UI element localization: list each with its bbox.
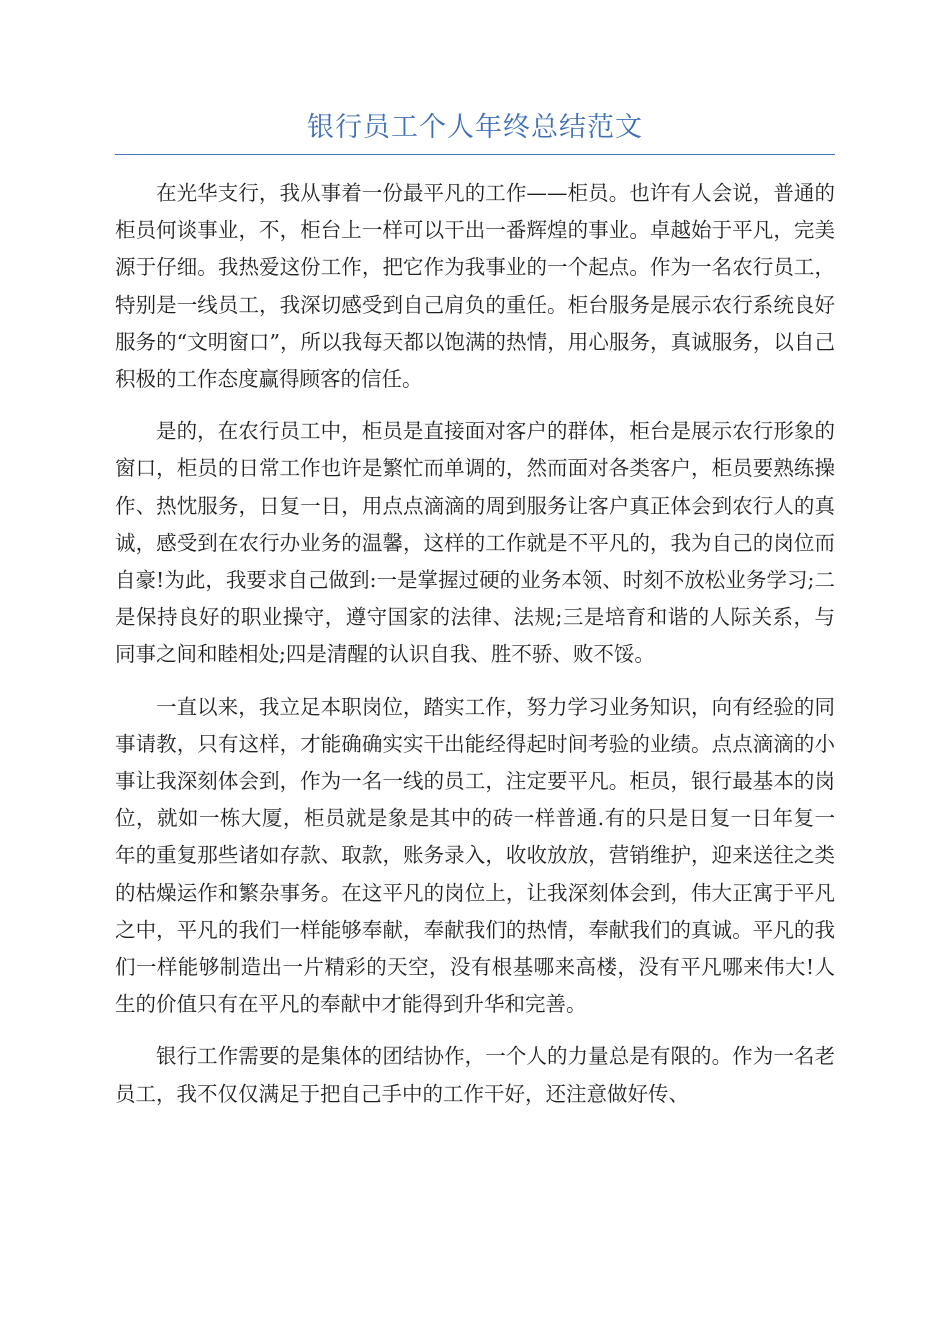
paragraph-4: 银行工作需要的是集体的团结协作，一个人的力量总是有限的。作为一名老员工，我不仅仅满足于把自己手中的工作干好，还注意做好传、 (115, 1044, 835, 1106)
document-title: 银行员工个人年终总结范文 (307, 112, 643, 143)
paragraph-2: 是的，在农行员工中，柜员是直接面对客户的群体，柜台是展示农行形象的窗口，柜员的日常工作也许是繁忙而单调的，然而面对各类客户，柜员要熟练操作、热忱服务，日复一日，用点点滴滴的周到服务让客户真正体会到农行人的真诚，感受到在农行办业务的温馨，这样的工作就是不平凡的，我为自己的岗位而自豪!为此，我要求自己做到:一是掌握过硬的业务本领、时刻不放松业务学习;二是保持良好的职业操守，遵守国家的法律、法规;三是培育和谐的人际关系，与同事之间和睦相处;四是清醒的认识自我、胜不骄、败不馁。 (115, 419, 835, 667)
paragraph-1: 在光华支行，我从事着一份最平凡的工作——柜员。也许有人会说，普通的柜员何谈事业，不，柜台上一样可以干出一番辉煌的事业。卓越始于平凡，完美源于仔细。我热爱这份工作，把它作为我事业的一个起点。作为一名农行员工，特别是一线员工，我深切感受到自己肩负的重任。柜台服务是展示农行系统良好服务的“文明窗口”，所以我每天都以饱满的热情，用心服务，真诚服务，以自己积极的工作态度赢得顾客的信任。 (115, 181, 835, 392)
title-underline (115, 154, 835, 155)
document-body (115, 175, 835, 1128)
paragraph-3: 一直以来，我立足本职岗位，踏实工作，努力学习业务知识，向有经验的同事请教，只有这样，才能确确实实干出能经得起时间考验的业绩。点点滴滴的小事让我深刻体会到，作为一名一线的员工，注定要平凡。柜员，银行最基本的岗位，就如一栋大厦，柜员就是象是其中的砖一样普通.有的只是日复一日年复一年的重复那些诸如存款、取款，账务录入，收收放放，营销维护，迎来送往之类的枯燥运作和繁杂事务。在这平凡的岗位上，让我深刻体会到，伟大正寓于平凡之中，平凡的我们一样能够奉献，奉献我们的热情，奉献我们的真诚。平凡的我们一样能够制造出一片精彩的天空，没有根基哪来高楼，没有平凡哪来伟大!人生的价值只有在平凡的奉献中才能得到升华和完善。 (115, 694, 835, 1017)
